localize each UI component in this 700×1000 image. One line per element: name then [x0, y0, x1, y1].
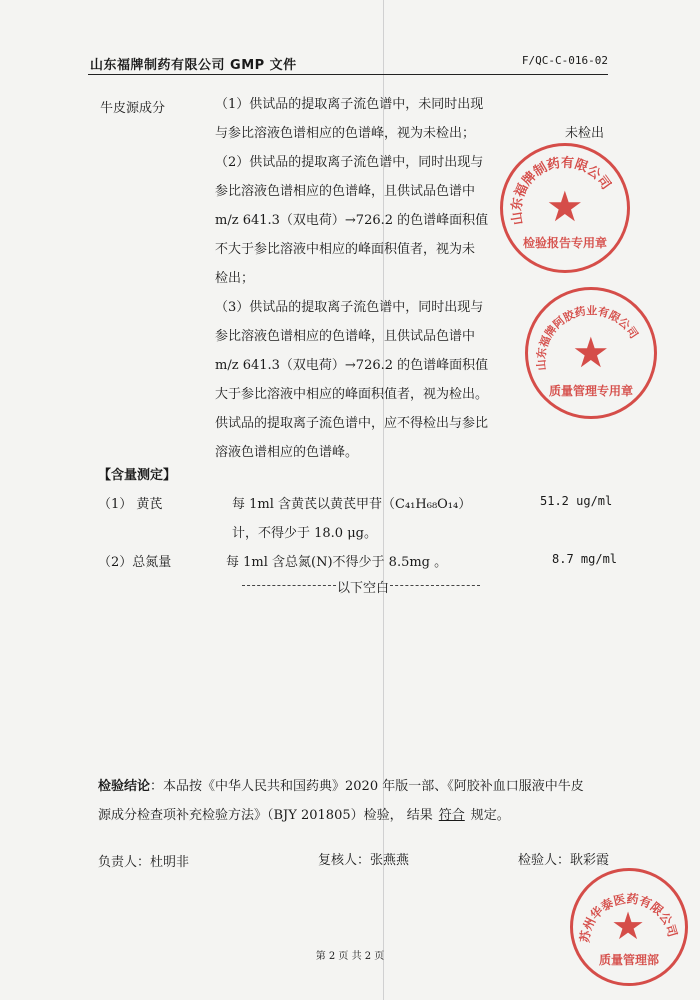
- criteria-line: 不大于参比溶液中相应的峰面积值者，视为未: [215, 242, 476, 257]
- responsible-label: 负责人：: [98, 855, 151, 870]
- stamp-bottom-text: 质量管理部: [598, 953, 659, 967]
- suzhou-quality-stamp: [570, 868, 688, 986]
- quality-management-stamp: [525, 287, 657, 419]
- criteria-line: （2）供试品的提取离子流色谱中，同时出现与: [215, 155, 484, 170]
- source-criteria: [215, 90, 488, 467]
- blank-dash-right: [390, 585, 480, 586]
- item-astragalus-label: （1） 黄芪: [98, 497, 163, 512]
- signature-responsible: [98, 851, 189, 870]
- signature-inspector: [518, 849, 609, 868]
- source-label: 牛皮源成分: [100, 101, 166, 116]
- item-astragalus-desc-2: 计，不得少于 18.0 μg。: [232, 526, 377, 541]
- doc-code: F/QC-C-016-02: [521, 54, 608, 67]
- inspector-label: 检验人：: [518, 853, 571, 868]
- blank-dash-left: [242, 585, 336, 586]
- reviewer-label: 复核人：: [318, 853, 371, 868]
- page-number: 第 2 页 共 2 页: [315, 951, 385, 962]
- conclusion-line-2: [98, 804, 510, 823]
- criteria-line: 供试品的提取离子流色谱中，应不得检出与参比: [215, 416, 489, 431]
- svg-text:苏州华泰医药有限公司: 苏州华泰医药有限公司: [577, 891, 680, 944]
- criteria-line: 参比溶液色谱相应的色谱峰，且供试品色谱中: [215, 184, 476, 199]
- svg-text:山东福牌阿胶药业有限公司: 山东福牌阿胶药业有限公司: [534, 304, 641, 372]
- svg-text:山东福牌制药有限公司: 山东福牌制药有限公司: [509, 155, 614, 226]
- item-astragalus-result: 51.2 ug/ml: [540, 494, 613, 508]
- reviewer-name: 张燕燕: [370, 853, 410, 868]
- conclusion-label: 检验结论: [98, 779, 151, 794]
- signature-reviewer: [318, 849, 409, 868]
- stamp-bottom-text: 质量管理专用章: [548, 384, 633, 398]
- criteria-line: 与参比溶液色谱相应的色谱峰，视为未检出；: [215, 126, 476, 141]
- item-nitrogen-result: 8.7 mg/ml: [552, 552, 618, 566]
- item-nitrogen-label: （2）总氮量: [98, 555, 172, 570]
- conclusion-text-1: ：本品按《中华人民共和国药典》2020 年版一部、《阿胶补血口服液中牛皮: [150, 779, 584, 794]
- conclusion-line-1: [98, 775, 584, 794]
- criteria-line: （1）供试品的提取离子流色谱中，未同时出现: [215, 97, 484, 112]
- item-astragalus-desc: 每 1ml 含黄芪以黄芪甲苷（C₄₁H₆₈O₁₄）: [232, 497, 472, 512]
- content-section-title: 【含量测定】: [98, 468, 177, 483]
- criteria-line: 参比溶液色谱相应的色谱峰，且供试品色谱中: [215, 329, 476, 344]
- responsible-name: 杜明非: [150, 855, 190, 870]
- document-header: [88, 52, 608, 75]
- star-icon: ★: [611, 904, 646, 948]
- inspector-name: 耿彩霞: [570, 853, 610, 868]
- source-result: 未检出: [565, 126, 605, 141]
- star-icon: ★: [546, 182, 584, 231]
- company-doc-title: 山东福牌制药有限公司 GMP 文件: [90, 58, 297, 73]
- criteria-line: （3）供试品的提取离子流色谱中，同时出现与: [215, 300, 484, 315]
- stamp-bottom-text: 检验报告专用章: [522, 236, 607, 250]
- conclusion-result: 符合: [438, 808, 465, 823]
- conclusion-text-3: 规定。: [470, 808, 510, 823]
- inspection-report-stamp: [500, 143, 630, 273]
- blank-note: 以下空白: [337, 581, 390, 596]
- conclusion-text-2: 源成分检查项补充检验方法》（BJY 201805）检验， 结果: [98, 808, 433, 823]
- item-nitrogen-desc: 每 1ml 含总氮(N)不得少于 8.5mg 。: [226, 555, 448, 570]
- criteria-line: 检出；: [215, 271, 255, 286]
- criteria-line: 大于参比溶液中相应的峰面积值者，视为检出。: [215, 387, 489, 402]
- star-icon: ★: [572, 328, 610, 377]
- criteria-line: m/z 641.3（双电荷）→726.2 的色谱峰面积值: [215, 358, 489, 373]
- criteria-line: m/z 641.3（双电荷）→726.2 的色谱峰面积值: [215, 213, 489, 228]
- criteria-line: 溶液色谱相应的色谱峰。: [215, 445, 359, 460]
